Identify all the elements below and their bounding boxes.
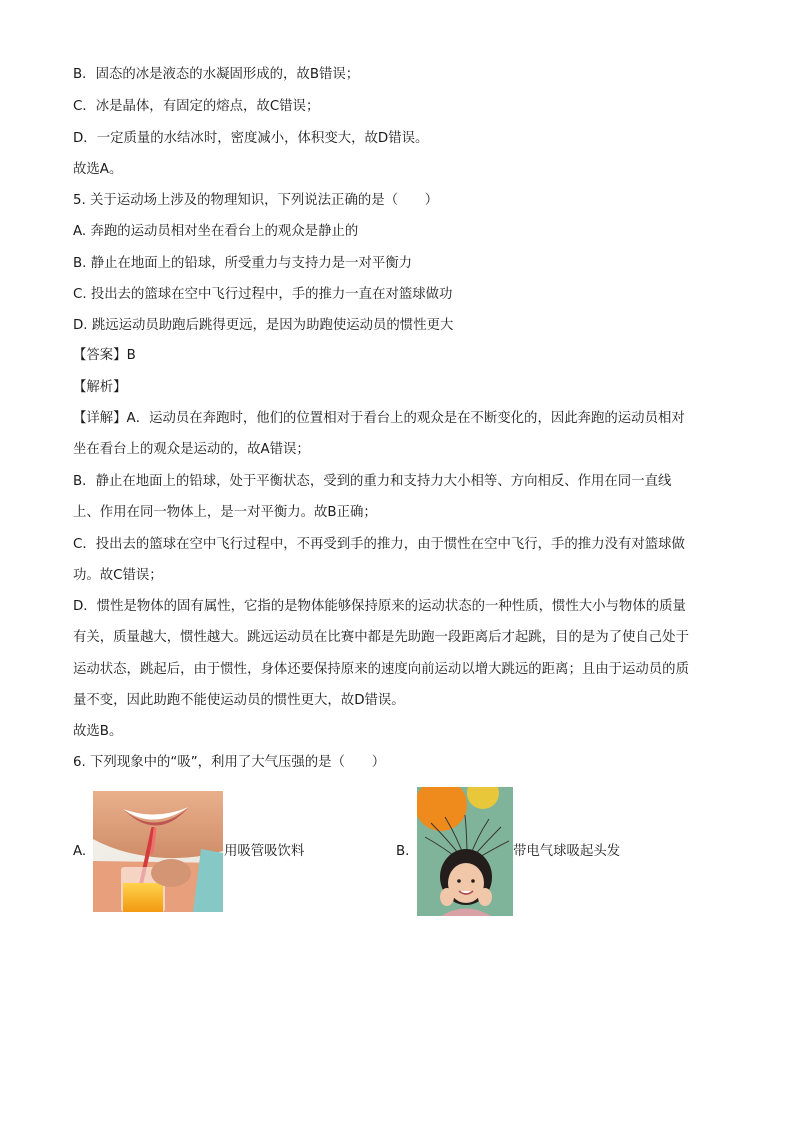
q6-option-a-letter: A.: [73, 844, 87, 859]
q5-option-d: D. 跳远运动员助跑后跳得更远，是因为助跑使运动员的惯性更大: [73, 318, 454, 333]
balloon-hair-illustration: [417, 787, 513, 916]
q5-stem: 5. 关于运动场上涉及的物理知识，下列说法正确的是（ ）: [73, 193, 439, 208]
q5-detail-line: 有关，质量越大，惯性越大。跳远运动员在比赛中都是先助跑一段距离后才起跳，目的是为了使自己处于: [73, 630, 689, 645]
answer-value: B: [126, 348, 136, 363]
q5-option-c: C. 投出去的篮球在空中飞行过程中，手的推力一直在对篮球做功: [73, 287, 453, 302]
q5-analysis-label: 【解析】: [73, 380, 127, 395]
q5-detail-line: 上、作用在同一物体上，是一对平衡力。故B正确；: [73, 505, 377, 520]
answer-label: 【答案】: [73, 348, 127, 363]
q5-option-b: B. 静止在地面上的铅球，所受重力与支持力是一对平衡力: [73, 256, 413, 271]
prev-analysis-c: C．冰是晶体，有固定的熔点，故C错误；: [73, 99, 320, 114]
q6-option-a-caption: 用吸管吸饮料: [224, 844, 305, 859]
q5-detail-line: 运动状态，跳起后，由于惯性，身体还要保持原来的速度向前运动以增大跳远的距离；且由于运动员的质: [73, 662, 689, 677]
drinking-straw-image: [93, 791, 223, 912]
q5-detail-line: 【详解】A．运动员在奔跑时，他们的位置相对于看台上的观众是在不断变化的，因此奔跑的运动员相对: [73, 411, 685, 426]
q5-detail-line: C．投出去的篮球在空中飞行过程中，不再受到手的推力，由于惯性在空中飞行，手的推力没有对篮球做: [73, 537, 685, 552]
balloon-hair-image: [417, 787, 513, 916]
prev-analysis-b: B．固态的冰是液态的水凝固形成的，故B错误；: [73, 67, 360, 82]
q5-detail-line: D．惯性是物体的固有属性，它指的是物体能够保持原来的运动状态的一种性质，惯性大小与物体的质量: [73, 599, 686, 614]
prev-choice: 故选A。: [73, 162, 123, 177]
q5-detail-line: 坐在看台上的观众是运动的，故A错误；: [73, 442, 310, 457]
q5-detail-line: B．静止在地面上的铅球，处于平衡状态，受到的重力和支持力大小相等、方向相反、作用在同一直线: [73, 474, 672, 489]
drinking-straw-illustration: [93, 791, 223, 912]
q5-answer: [73, 346, 136, 366]
q5-detail-line: 量不变，因此助跑不能使运动员的惯性更大，故D错误。: [73, 693, 405, 708]
q5-detail-line: 功。故C错误；: [73, 568, 163, 583]
q5-option-a: A. 奔跑的运动员相对坐在看台上的观众是静止的: [73, 224, 359, 239]
q6-stem: 6. 下列现象中的“吸”，利用了大气压强的是（ ）: [73, 755, 386, 770]
q6-option-b-letter: B.: [396, 844, 410, 859]
q6-option-b-caption: 带电气球吸起头发: [513, 844, 621, 859]
prev-analysis-d: D．一定质量的水结冰时，密度减小，体积变大，故D错误。: [73, 131, 429, 146]
q5-choice: 故选B。: [73, 724, 123, 739]
